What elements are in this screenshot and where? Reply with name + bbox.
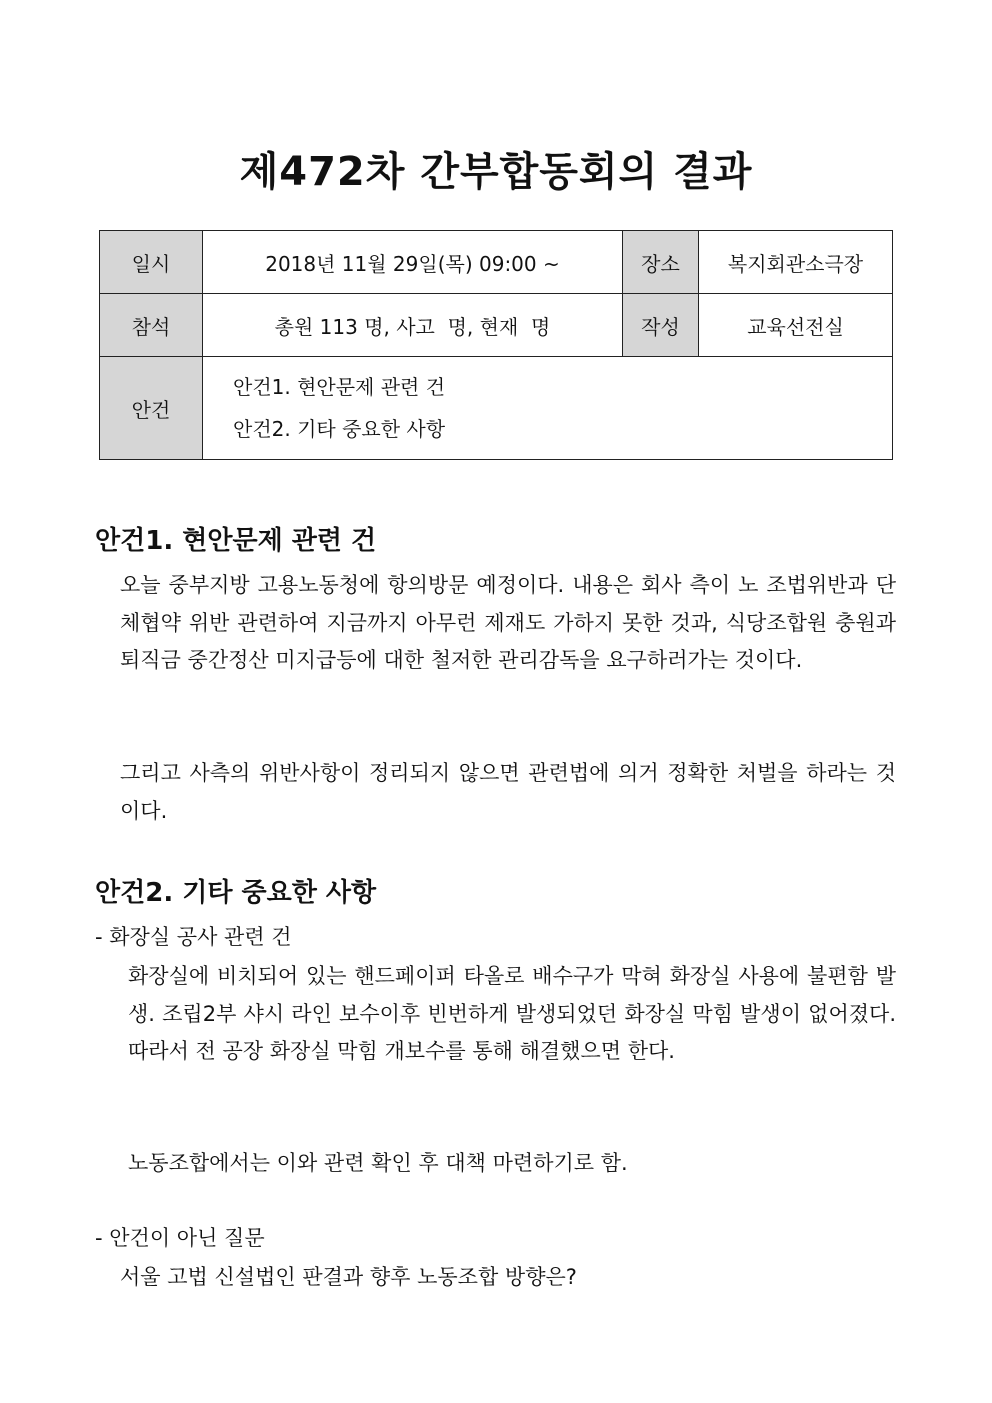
- item1-title: - 화장실 공사 관련 건: [95, 925, 292, 949]
- date-label: 일시: [100, 231, 203, 294]
- item2-paragraph: 서울 고법 신설법인 판결과 향후 노동조합 방향은?: [120, 1265, 577, 1289]
- place-label: 장소: [623, 231, 699, 294]
- attendance-label: 참석: [100, 294, 203, 357]
- item1-paragraph-1: 화장실에 비치되어 있는 핸드페이퍼 타올로 배수구가 막혀 화장실 사용에 불편함 발생. 조립2부 샤시 라인 보수이후 빈번하게 발생되었던 화장실 막힘 발생이 없어졌다. 따라서 전 공장 화장실 막힘 개보수를 통해 해결했으면 한다.: [128, 964, 896, 1063]
- author-label: 작성: [623, 294, 699, 357]
- table-row: [100, 231, 893, 294]
- author-value: 교육선전실: [699, 294, 893, 357]
- agenda-item-2: 안건2. 기타 중요한 사항: [233, 417, 446, 441]
- section2-heading: 안건2. 기타 중요한 사항: [95, 878, 377, 908]
- section1-heading: 안건1. 현안문제 관련 건: [95, 526, 377, 556]
- date-value: 2018년 11월 29일(목) 09:00 ~: [203, 231, 623, 294]
- table-row: [100, 294, 893, 357]
- section1-paragraph-2: 그리고 사측의 위반사항이 정리되지 않으면 관련법에 의거 정확한 처벌을 하라는 것이다.: [120, 761, 896, 823]
- item2-title: - 안건이 아닌 질문: [95, 1226, 265, 1250]
- table-row: [100, 357, 893, 460]
- agenda-label: 안건: [100, 357, 203, 460]
- place-value: 복지회관소극장: [699, 231, 893, 294]
- document-title: 제472차 간부합동회의 결과: [239, 149, 753, 195]
- item1-paragraph-2: 노동조합에서는 이와 관련 확인 후 대책 마련하기로 함.: [128, 1151, 628, 1175]
- attendance-value: 총원 113 명, 사고 명, 현재 명: [203, 294, 623, 357]
- agenda-list: [203, 357, 893, 460]
- meeting-info-table: [99, 230, 893, 460]
- section1-paragraph-1: 오늘 중부지방 고용노동청에 항의방문 예정이다. 내용은 회사 측이 노 조법위반과 단체협약 위반 관련하여 지금까지 아무런 제재도 가하지 못한 것과, 식당조합원 충원과 퇴직금 중간정산 미지급등에 대한 철저한 관리감독을 요구하러가는 것이다.: [120, 573, 896, 672]
- agenda-item-1: 안건1. 현안문제 관련 건: [233, 375, 446, 399]
